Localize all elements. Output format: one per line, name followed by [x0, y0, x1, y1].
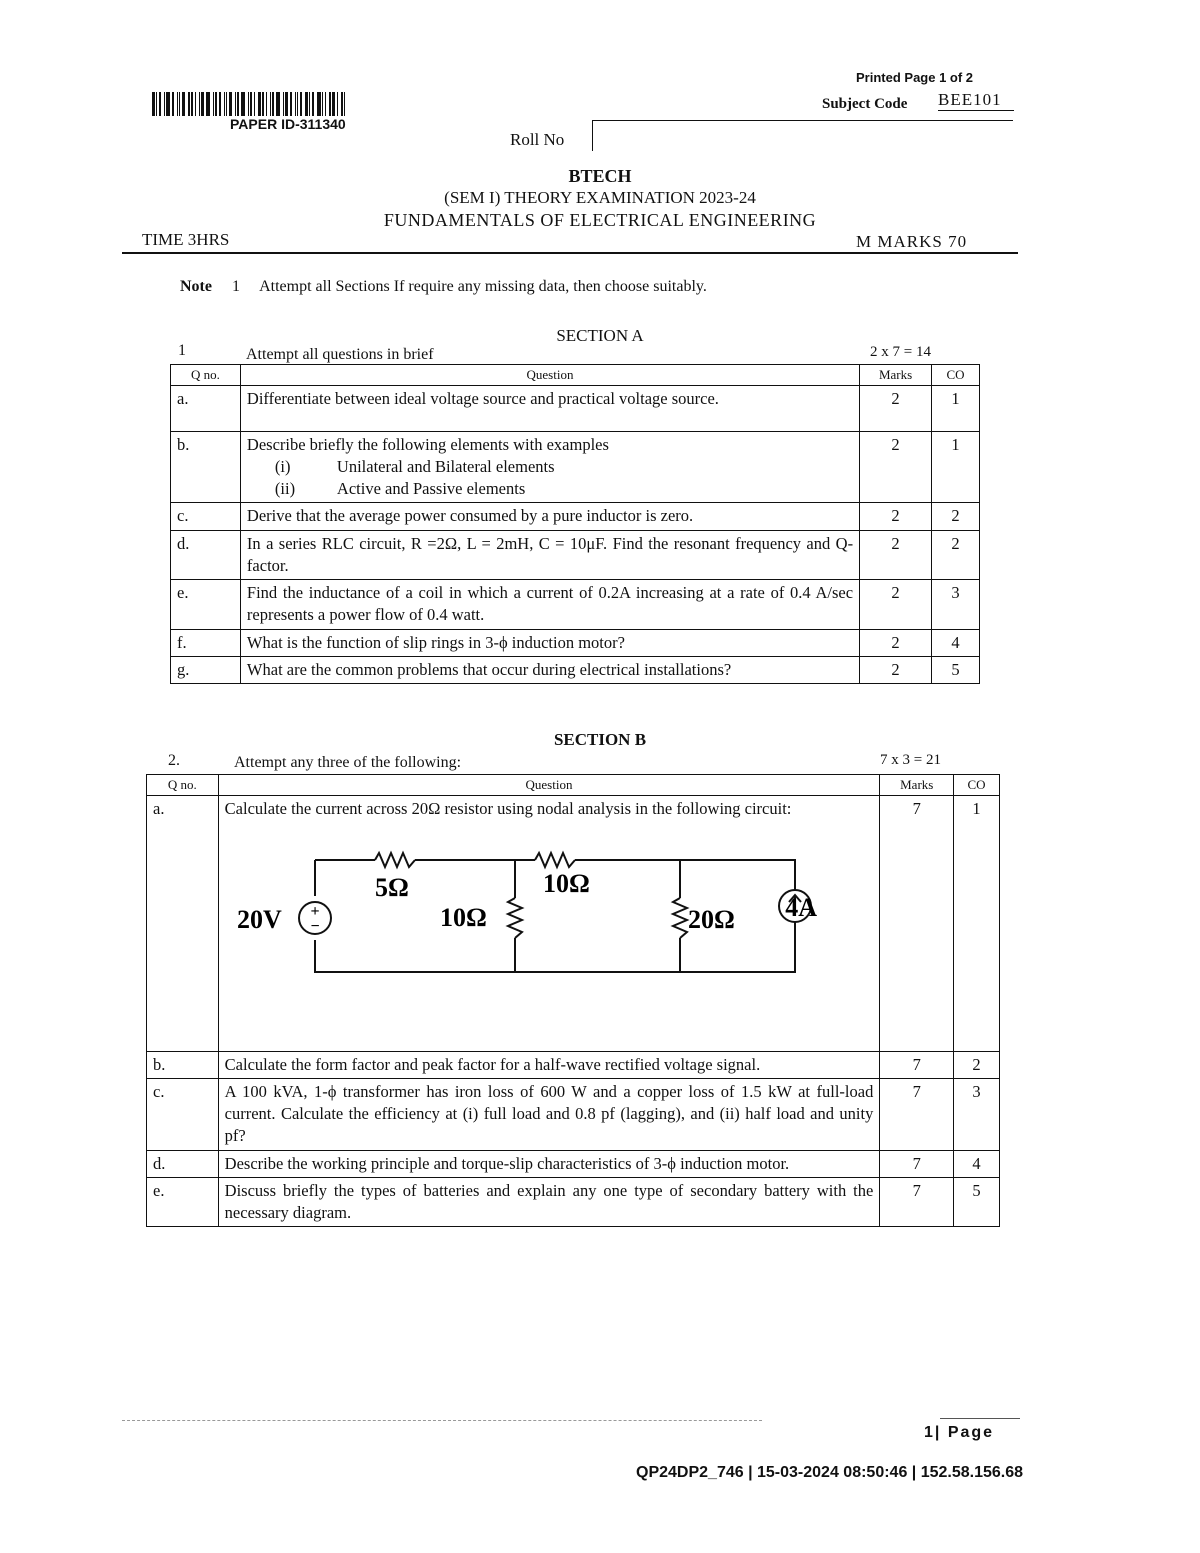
section-b-table — [146, 774, 1000, 1227]
barcode-bar — [241, 92, 245, 116]
barcode-bar — [219, 92, 221, 116]
sub-text: Unilateral and Bilateral elements — [336, 456, 555, 476]
barcode-bar — [332, 92, 335, 116]
barcode-bar — [272, 92, 274, 116]
co: 1 — [932, 431, 980, 503]
co: 3 — [954, 1078, 1000, 1150]
table-row — [171, 629, 980, 656]
barcode-bar — [179, 92, 180, 116]
scan-artifact-line — [122, 1420, 762, 1421]
marks: 7 — [880, 1177, 954, 1227]
qno: b. — [147, 1051, 219, 1078]
qno: c. — [147, 1078, 219, 1150]
label-20v: 20V — [236, 904, 282, 934]
co: 1 — [954, 795, 1000, 1051]
plus-sign: + — [310, 902, 320, 920]
question-text: Calculate the current across 20Ω resistor using nodal analysis in the following circuit: — [224, 798, 792, 818]
barcode-bar — [266, 92, 267, 116]
label-10-ohm-shunt: 10Ω — [439, 902, 487, 932]
qno: e. — [147, 1177, 219, 1227]
barcode-bar — [206, 92, 210, 116]
resistor-20-ohm — [673, 898, 687, 938]
table-row — [171, 530, 980, 580]
barcode-bar — [229, 92, 232, 116]
barcode-bar — [199, 92, 200, 116]
section-b-marks-total: 7 x 3 = 21 — [880, 752, 941, 768]
qno: c. — [171, 503, 241, 530]
barcode-bar — [166, 92, 170, 116]
marks: 2 — [860, 656, 932, 683]
label-20-ohm: 20Ω — [687, 904, 735, 934]
marks: 7 — [880, 1150, 954, 1177]
barcode-bar — [164, 92, 165, 116]
question-text: Derive that the average power consumed by a pure inductor is zero. — [240, 503, 859, 530]
section-b-title: SECTION B — [553, 730, 647, 749]
label-10-ohm-series: 10Ω — [542, 868, 590, 898]
co: 5 — [954, 1177, 1000, 1227]
qno: f. — [171, 629, 241, 656]
resistor-10-ohm-series — [535, 853, 575, 867]
barcode-bar — [188, 92, 190, 116]
col-qno: Q no. — [171, 365, 241, 386]
col-marks: Marks — [880, 775, 954, 796]
printed-page: Printed Page 1 of 2 — [856, 70, 974, 85]
barcode-bar — [213, 92, 214, 116]
barcode-bar — [285, 92, 288, 116]
table-row — [147, 1078, 1000, 1150]
table-header — [147, 775, 1000, 796]
resistor-10-ohm-shunt — [508, 898, 522, 938]
barcode-bar — [250, 92, 252, 116]
exam-title: (SEM I) THEORY EXAMINATION 2023-24 — [444, 188, 756, 207]
question-text: Describe briefly the following elements with examples — [246, 434, 609, 454]
table-row — [171, 385, 980, 431]
barcode-bar — [177, 92, 178, 116]
minus-sign: − — [310, 917, 320, 935]
table-row — [147, 795, 1000, 1051]
co: 2 — [932, 530, 980, 580]
download-stamp: QP24DP2_746 | 15-03-2024 08:50:46 | 152.58.156.68 — [636, 1464, 1024, 1481]
section-a-marks-total: 2 x 7 = 14 — [870, 344, 931, 360]
question-cell — [240, 431, 859, 503]
label-5-ohm: 5Ω — [374, 872, 409, 902]
co: 2 — [932, 503, 980, 530]
table-row — [171, 431, 980, 503]
barcode-bar — [305, 92, 308, 116]
marks: 7 — [880, 795, 954, 1051]
barcode-bar — [270, 92, 271, 116]
question-text: In a series RLC circuit, R =2Ω, L = 2mH, C = 10μF. Find the resonant frequency and Q-factor. — [240, 530, 859, 580]
col-co: CO — [954, 775, 1000, 796]
section-a-qnum: 1 — [178, 342, 186, 359]
barcode-bar — [258, 92, 261, 116]
barcode-bar — [290, 92, 292, 116]
barcode-bar — [276, 92, 280, 116]
note-text: Attempt all Sections If require any missing data, then choose suitably. — [259, 278, 707, 295]
subject-title: FUNDAMENTALS OF ELECTRICAL ENGINEERING — [383, 210, 817, 230]
question-cell — [218, 795, 880, 1051]
question-text: What are the common problems that occur during electrical installations? — [240, 656, 859, 683]
barcode-bar — [152, 92, 155, 116]
qno: g. — [171, 656, 241, 683]
table-row — [147, 1177, 1000, 1227]
barcode-bar — [300, 92, 302, 116]
max-marks: M MARKS 70 — [856, 232, 968, 251]
marks: 2 — [860, 385, 932, 431]
co: 5 — [932, 656, 980, 683]
marks: 7 — [880, 1078, 954, 1150]
co: 1 — [932, 385, 980, 431]
barcode-bar — [283, 92, 284, 116]
table-header — [171, 365, 980, 386]
barcode-bar — [344, 92, 345, 116]
barcode-bar — [295, 92, 296, 116]
sub-num: (i) — [274, 456, 291, 476]
co: 4 — [932, 629, 980, 656]
marks: 2 — [860, 503, 932, 530]
label-4a: 4A — [784, 892, 817, 922]
marks: 2 — [860, 431, 932, 503]
barcode-bar — [237, 92, 239, 116]
sub-text: Active and Passive elements — [336, 479, 526, 499]
qno: a. — [171, 385, 241, 431]
barcode-bar — [322, 92, 323, 116]
question-text: What is the function of slip rings in 3-ϕ induction motor? — [240, 629, 859, 656]
barcode-bar — [235, 92, 236, 116]
col-question: Question — [240, 365, 859, 386]
resistor-5-ohm — [375, 853, 415, 867]
paper-id: PAPER ID-311340 — [230, 116, 346, 132]
section-a-instruction: Attempt all questions in brief — [246, 346, 434, 363]
barcode-bar — [312, 92, 314, 116]
barcode-bar — [341, 92, 343, 116]
barcode-bar — [248, 92, 249, 116]
table-row — [171, 580, 980, 630]
circuit-diagram — [225, 832, 825, 1002]
col-marks: Marks — [860, 365, 932, 386]
sub-num: (ii) — [274, 479, 296, 499]
roll-no-label: Roll No — [510, 130, 565, 149]
qno: e. — [171, 580, 241, 630]
barcode-bar — [329, 92, 331, 116]
barcode-bar — [191, 92, 193, 116]
subject-code: BEE101 — [938, 90, 1014, 111]
note-label: Note — [180, 278, 212, 295]
barcode-bar — [182, 92, 185, 116]
barcode-bar — [262, 92, 264, 116]
roll-no-box — [592, 120, 1013, 151]
col-co: CO — [932, 365, 980, 386]
header-rule — [122, 252, 1018, 254]
section-a-title: SECTION A — [556, 326, 644, 345]
barcode-bar — [254, 92, 255, 116]
question-text: A 100 kVA, 1-ϕ transformer has iron loss of 600 W and a copper loss of 1.5 kW at full-load current. Calculate the efficiency at (i) full load and 0.8 pf (lagging), and (ii) half load and unity pf? — [218, 1078, 880, 1150]
co: 2 — [954, 1051, 1000, 1078]
question-text: Describe the working principle and torque-slip characteristics of 3-ϕ induction motor. — [218, 1150, 880, 1177]
marks: 7 — [880, 1051, 954, 1078]
marks: 2 — [860, 530, 932, 580]
sub-item — [275, 478, 853, 500]
table-row — [171, 503, 980, 530]
page-number: 1| Page — [924, 1424, 995, 1441]
qno: b. — [171, 431, 241, 503]
barcode-bar — [224, 92, 225, 116]
barcode-bar — [337, 92, 338, 116]
table-row — [147, 1150, 1000, 1177]
question-text: Calculate the form factor and peak factor for a half-wave rectified voltage signal. — [218, 1051, 880, 1078]
barcode-bar — [159, 92, 161, 116]
exam-time: TIME 3HRS — [142, 230, 230, 249]
barcode-bar — [309, 92, 310, 116]
footer-rule — [940, 1418, 1020, 1419]
barcode-bar — [215, 92, 217, 116]
section-b-instruction: Attempt any three of the following: — [234, 754, 462, 771]
section-b-qnum: 2. — [168, 752, 180, 769]
subject-code-label: Subject Code — [822, 96, 908, 112]
note-number: 1 — [231, 278, 240, 295]
barcode-bar — [325, 92, 326, 116]
sub-item — [275, 456, 853, 478]
barcode-bar — [156, 92, 157, 116]
qno: a. — [147, 795, 219, 1051]
col-qno: Q no. — [147, 775, 219, 796]
co: 3 — [932, 580, 980, 630]
marks: 2 — [860, 580, 932, 630]
barcode-bar — [226, 92, 227, 116]
question-text: Discuss briefly the types of batteries and explain any one type of secondary battery with the necessary diagram. — [218, 1177, 880, 1227]
barcode-bar — [201, 92, 204, 116]
qno: d. — [171, 530, 241, 580]
barcode — [152, 92, 460, 116]
question-text: Find the inductance of a coil in which a current of 0.2A increasing at a rate of 0.4 A/sec represents a power flow of 0.4 watt. — [240, 580, 859, 630]
program-title: BTECH — [568, 166, 632, 186]
barcode-bar — [195, 92, 196, 116]
question-text: Differentiate between ideal voltage source and practical voltage source. — [240, 385, 859, 431]
table-row — [147, 1051, 1000, 1078]
col-question: Question — [218, 775, 880, 796]
barcode-bar — [317, 92, 321, 116]
note — [180, 278, 707, 296]
section-a-table — [170, 364, 980, 684]
co: 4 — [954, 1150, 1000, 1177]
barcode-bar — [172, 92, 174, 116]
barcode-bar — [297, 92, 298, 116]
marks: 2 — [860, 629, 932, 656]
qno: d. — [147, 1150, 219, 1177]
table-row — [171, 656, 980, 683]
